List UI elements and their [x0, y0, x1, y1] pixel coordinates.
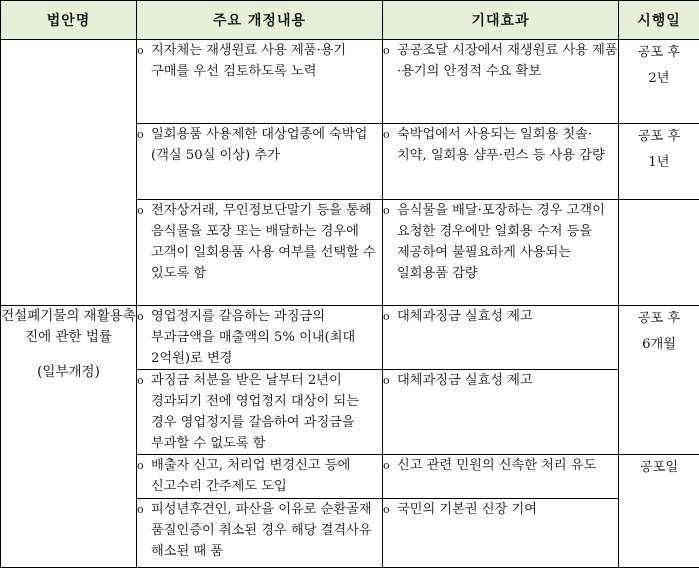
- header-main-changes: 주요 개정내용: [137, 1, 383, 40]
- change-cell: [137, 455, 383, 499]
- bullet-icon: o: [137, 200, 151, 221]
- bullet-icon: o: [383, 370, 397, 391]
- effect-text: 공공조달 시장에서 재생원료 사용 제품·용기의 안정적 수요 확보: [397, 43, 618, 79]
- change-text: 일회용품 사용제한 대상업종에 숙박업(객실 50실 이상) 추가: [151, 127, 367, 163]
- table-row: [1, 40, 699, 124]
- effect-text: 음식물을 배달·포장하는 경우 고객이 요청한 경우에만 일회용 수저 등을 제공하여 불필요하게 사용되는 일회용품 감량: [397, 203, 605, 281]
- date-line-1: 공포 후: [619, 306, 699, 332]
- change-text: 피성년후견인, 파산을 이유로 순환골재 품질인증이 취소된 경우 해당 결격사유 해소된 때 품: [151, 502, 372, 559]
- bullet-icon: o: [383, 455, 397, 476]
- effect-text: 대체과징금 실효성 제고: [397, 373, 533, 388]
- effect-cell: [383, 370, 619, 455]
- bullet-icon: o: [383, 200, 397, 221]
- effect-text: 국민의 기본권 신장 기여: [397, 502, 537, 517]
- effect-cell: [383, 499, 619, 568]
- change-cell: [137, 499, 383, 568]
- header-row: [1, 1, 699, 40]
- law-name-sub: (일부개정): [1, 362, 136, 383]
- bullet-icon: o: [383, 499, 397, 520]
- law-name-cell: [1, 40, 137, 306]
- bullet-icon: o: [383, 40, 397, 61]
- change-cell: [137, 124, 383, 200]
- bullet-icon: o: [137, 499, 151, 520]
- bullet-icon: o: [137, 370, 151, 391]
- date-line-2: 1년: [619, 150, 699, 176]
- bullet-icon: o: [383, 306, 397, 327]
- bullet-icon: o: [137, 40, 151, 61]
- effect-text: 숙박업에서 사용되는 일회용 칫솔·치약, 일회용 샴푸·린스 등 사용 감량: [397, 127, 605, 163]
- effect-cell: [383, 306, 619, 370]
- bullet-icon: o: [383, 124, 397, 145]
- law-name-text: 건설폐기물의 재활용촉진에 관한 법률: [1, 308, 136, 345]
- effect-text: 대체과징금 실효성 제고: [397, 309, 533, 324]
- bullet-icon: o: [137, 124, 151, 145]
- change-text: 전자상거래, 무인정보단말기 등을 통해 음식물을 포장 또는 배달하는 경우에 고객이 일회용품 사용 여부를 선택할 수 있도록 함: [151, 203, 376, 281]
- effect-cell: [383, 200, 619, 306]
- change-text: 배출자 신고, 처리업 변경신고 등에 신고수리 간주제도 도입: [151, 458, 350, 494]
- bullet-icon: o: [137, 306, 151, 327]
- date-cell: [619, 124, 699, 200]
- change-cell: [137, 370, 383, 455]
- date-cell: [619, 200, 699, 306]
- header-effective-date: 시행일: [619, 1, 699, 40]
- table-row: [1, 306, 699, 370]
- date-line-2: 2년: [619, 66, 699, 92]
- effect-cell: [383, 40, 619, 124]
- header-law-name: 법안명: [1, 1, 137, 40]
- change-cell: [137, 40, 383, 124]
- date-line-2: 6개월: [619, 332, 699, 358]
- bullet-icon: o: [137, 455, 151, 476]
- change-text: 영업정지를 갈음하는 과징금의 부과금액을 매출액의 5% 이내(최대 2억원)로 변경: [151, 309, 355, 366]
- effect-cell: [383, 124, 619, 200]
- date-line-1: 공포 후: [619, 40, 699, 66]
- effect-cell: [383, 455, 619, 499]
- effect-text: 신고 관련 민원의 신속한 처리 유도: [397, 458, 596, 473]
- change-cell: [137, 306, 383, 370]
- date-line-1: 공포 후: [619, 124, 699, 150]
- change-text: 지자체는 재생원료 사용 제품·용기 구매를 우선 검토하도록 노력: [151, 43, 346, 79]
- date-line-1: 공포일: [619, 455, 699, 481]
- date-cell: [619, 306, 699, 455]
- change-text: 과징금 처분을 받은 날부터 2년이 경과되기 전에 영업정지 대상이 되는 경우 영업정지를 갈음하여 과징금을 부과할 수 없도록 함: [151, 373, 359, 451]
- change-cell: [137, 200, 383, 306]
- header-expected-effect: 기대효과: [383, 1, 619, 40]
- date-cell: [619, 40, 699, 124]
- law-name-cell: [1, 306, 137, 568]
